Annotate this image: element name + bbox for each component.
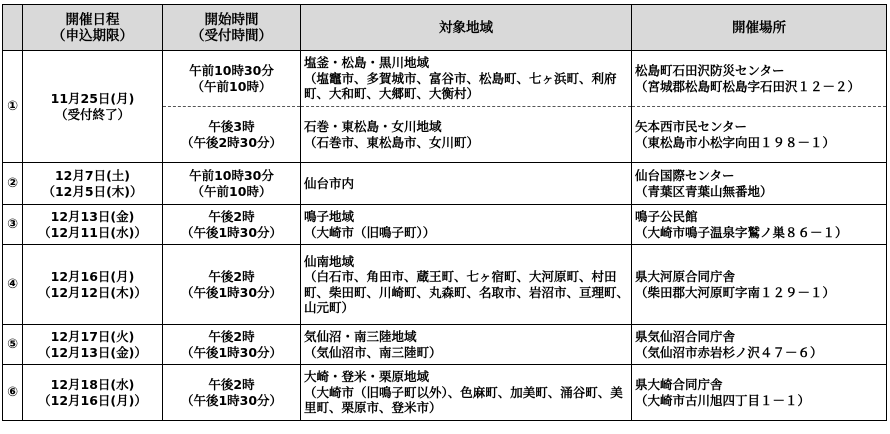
row-area: 石巻・東松島・女川地域 （石巻市、東松島市、女川町） [301,107,632,163]
header-venue: 開催場所 [632,5,887,51]
header-number [3,5,23,51]
schedule-table [2,4,887,421]
row-venue: 鳴子公民館 （大崎市鳴子温泉字鷲ノ巣８６－１） [632,205,887,245]
header-row [3,5,887,51]
row-number: ⑤ [3,325,23,365]
header-date: 開催日程 （申込期限） [23,5,163,51]
header-area: 対象地域 [301,5,632,51]
row-number: ⑥ [3,365,23,421]
header-time: 開始時間 （受付時間） [163,5,301,51]
row-venue: 仙台国際センター （青葉区青葉山無番地） [632,163,887,205]
table-row [3,163,887,205]
row-number: ③ [3,205,23,245]
row-venue: 県気仙沼合同庁舎 （気仙沼市赤岩杉ノ沢４７－６） [632,325,887,365]
row-date: 12月16日(月) （12月12日(木)） [23,245,163,325]
row-time: 午後3時 （午後2時30分） [163,107,301,163]
row-date: 12月17日(火) （12月13日(金)） [23,325,163,365]
row-area: 気仙沼・南三陸地域 （気仙沼市、南三陸町） [301,325,632,365]
row-date: 11月25日(月) （受付終了） [23,51,163,163]
row-venue: 県大河原合同庁舎 （柴田郡大河原町字南１２９－１） [632,245,887,325]
row-venue: 県大崎合同庁舎 （大崎市古川旭四丁目１－１） [632,365,887,421]
row-time: 午後2時 （午後1時30分） [163,245,301,325]
row-time: 午後2時 （午後1時30分） [163,325,301,365]
row-date: 12月18日(水) （12月16日(月)） [23,365,163,421]
row-date: 12月7日(土) （12月5日(木)） [23,163,163,205]
table-row [3,365,887,421]
row-venue: 松島町石田沢防災センター （宮城郡松島町松島字石田沢１２－２） [632,51,887,107]
row-number: ④ [3,245,23,325]
row-area: 塩釜・松島・黒川地域 （塩竈市、多賀城市、富谷市、松島町、七ヶ浜町、利府町、大和町、大郷町、大衡村） [301,51,632,107]
row-number: ② [3,163,23,205]
row-time: 午後2時 （午後1時30分） [163,205,301,245]
row-area: 鳴子地域 （大崎市（旧鳴子町）） [301,205,632,245]
row-time: 午前10時30分 （午前10時） [163,51,301,107]
row-time: 午後2時 （午後1時30分） [163,365,301,421]
row-area: 仙南地域 （白石市、角田市、蔵王町、七ヶ宿町、大河原町、村田町、柴田町、川崎町、丸森町、名取市、岩沼市、亘理町、山元町） [301,245,632,325]
table-row [3,325,887,365]
row-venue: 矢本西市民センター （東松島市小松字向田１９８－１） [632,107,887,163]
row-area: 仙台市内 [301,163,632,205]
table-row [3,51,887,107]
row-number: ① [3,51,23,163]
table-row [3,205,887,245]
table-row [3,245,887,325]
row-area: 大崎・登米・栗原地域 （大崎市（旧鳴子町以外）、色麻町、加美町、涌谷町、美里町、栗原市、登米市） [301,365,632,421]
row-time: 午前10時30分 （午前10時） [163,163,301,205]
row-date: 12月13日(金) （12月11日(水)） [23,205,163,245]
